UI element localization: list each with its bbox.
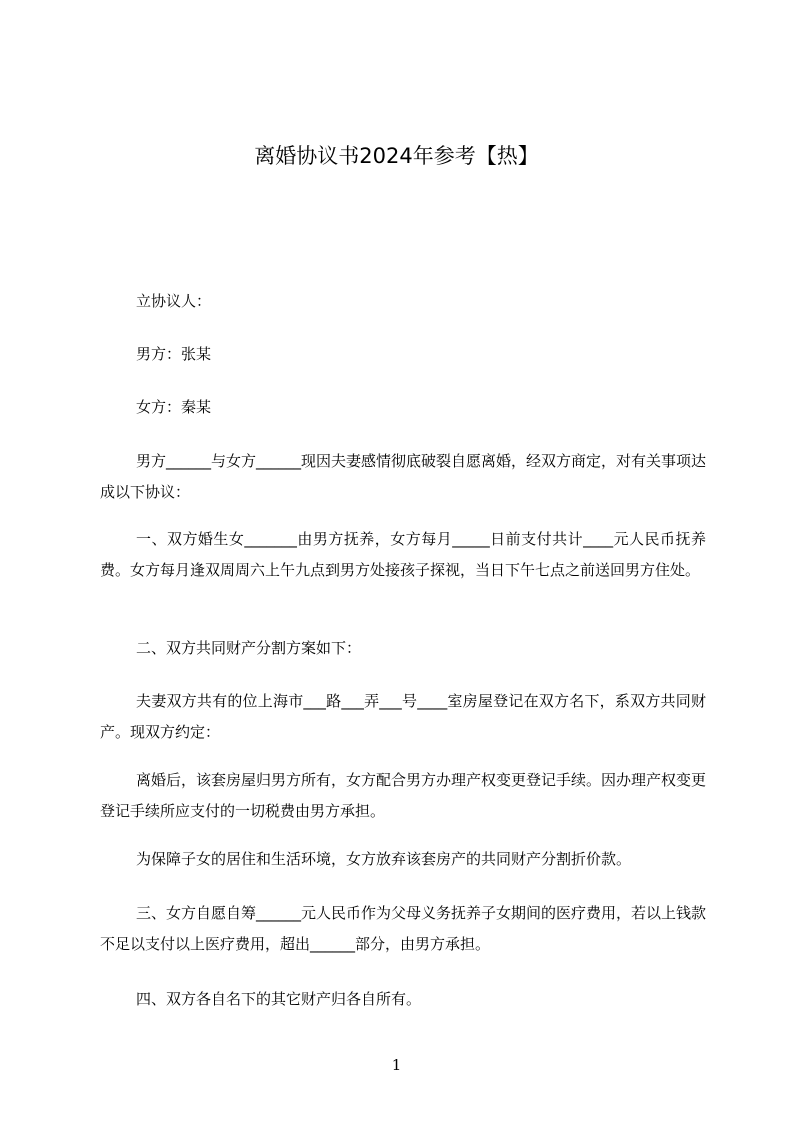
paragraph-clause-four-property: 四、双方各自名下的其它财产归各自所有。: [136, 990, 422, 1008]
paragraph-house-ownership: 离婚后，该套房屋归男方所有，女方配合男方办理产权变更登记手续。因办理产权变更登记手续所应支付的一切税费由男方承担。: [100, 771, 707, 820]
paragraph-waiver: 为保障子女的居住和生活环境，女方放弃该套房产的共同财产分割折价款。: [136, 850, 632, 868]
paragraph-female-party: 女方：秦某: [136, 398, 212, 416]
paragraph-male-party: 男方：张某: [136, 345, 212, 363]
page-number: 1: [391, 1056, 402, 1074]
paragraph-parties-heading: 立协议人：: [136, 292, 212, 310]
paragraph-clause-one-custody: 一、双方婚生女_______由男方抚养，女方每月_____日前支付共计____元人民币抚养费。女方每月逢双周周六上午九点到男方处接孩子探视，当日下午七点之前送回男方住处。: [100, 530, 706, 579]
paragraph-clause-two-heading: 二、双方共同财产分割方案如下：: [136, 639, 362, 657]
document-title: 离婚协议书2024年参考【热】: [254, 144, 539, 168]
paragraph-shared-property: 夫妻双方共有的位上海市___路___弄___号____室房屋登记在双方名下，系双方共同财产。现双方约定：: [100, 692, 706, 741]
paragraph-clause-three-medical: 三、女方自愿自筹______元人民币作为父母义务抚养子女期间的医疗费用，若以上钱款不足以支付以上医疗费用，超出______部分，由男方承担。: [100, 904, 707, 953]
paragraph-agreement-intro: 男方______与女方______现因夫妻感情彻底破裂自愿离婚，经双方商定，对有关事项达成以下协议：: [100, 452, 707, 501]
